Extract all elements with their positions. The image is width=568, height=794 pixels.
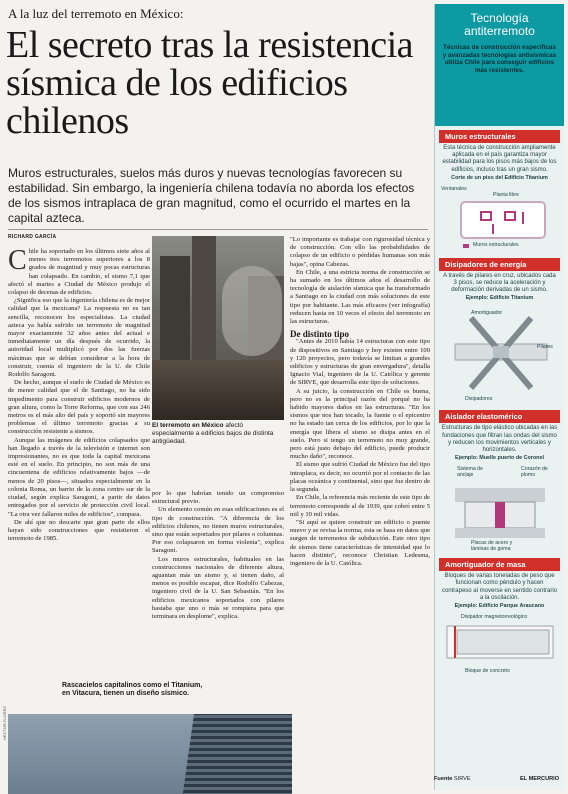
paragraph: Los muros estructurales, habituales en las construcciones nacionales de diferente altura, aguantan más un sismo y, si tienen daño, al menos es posible escapar, dice Rodolfo Cabezas, ingeniero civil de la U. San Sebastián. "En los edificios mexicanos soportados con pilares bastaba que uno o más se rompiera para que terminara en desplome", explica. <box>152 555 284 621</box>
byline-rule <box>8 229 428 230</box>
paragraph: ¿Significa eso que la ingeniería chilena es de mejor calidad que la mexicana? La respuesta no es tan sencilla, reconocen los especialistas. La ciudad azteca ya había sufrido un terremoto de magnitud mayor exactamente 32 años antes del actual e inmediatamente un día después de ocurrido, la autoridad local multiplicó por dos las fuerzas máximas que se debían considerar a la hora de construir, cuenta el ingeniero de la U. de Chile Rodolfo Saragoni. <box>8 297 150 379</box>
source-label: Fuente <box>434 776 453 782</box>
section-text: Esta técnica de construcción ampliamente aplicada en el país garantiza mayor estabilidad para los pisos más bajos de los edificios, incluso tras un gran sismo. <box>442 145 557 173</box>
lede: Muros estructurales, suelos más duros y nuevas tecnologías favorecen su estabilidad. Sin embargo, la ingeniería chilena todavía no aborda los efectos de los sismos intraplaca de gran magnitud, como el ocurrido el martes en la capital azteca. <box>8 166 415 225</box>
byline: RICHARD GARCÍA <box>8 234 57 240</box>
figure-label: Amortiguador <box>471 310 503 317</box>
photo-credit: HECTOR FLORES <box>2 706 7 740</box>
figure-label: Bloque de concreto <box>465 668 510 675</box>
paragraph: "Lo importante es trabajar con rigurosidad técnica y de construcción. Con ello las probabilidades de colapso de un edificio o pérdidas humanas son más bajas", opina Cabezas. <box>290 236 430 268</box>
figure-label: Ventanales <box>441 185 467 192</box>
paragraph: En Chile, la referencia más reciente de este tipo de terremoto corresponde al de 1939, que cobró entre 5 mil y 10 mil vidas. <box>290 494 430 518</box>
section-text: A través de pilares en cruz, ubicados cada 3 pisos, se reduce la aceleración y deformación derivadas de un sismo. <box>443 272 556 294</box>
section-example: Ejemplo: Muelle puerto de Coronel <box>455 455 544 462</box>
paragraph: De hecho, aunque el suelo de Ciudad de México es de menor calidad que el de Santiago, no ha sido impedimento para construir edificios modernos de gran altura, como la Torre Reforma, que con sus 246 metros es el más alto del país y soportó sin mayores problemas el último terremoto gracias a su construcción resistente a sismos. <box>8 379 150 436</box>
source-value: SIRVE <box>453 776 471 782</box>
figure-label: Planta libre <box>493 191 519 198</box>
figure-label: Sistema de anclaje <box>457 466 483 479</box>
figure-label: Placas de acero y láminas de goma <box>471 540 513 553</box>
paragraph: "Antes de 2010 había 14 estructuras con este tipo de dispositivos en Santiago y hoy existen entre 100 y 120 proyectos, pero todavía se limitan a grandes edificios y estructuras de gran envergadura", detalla Ignacio Vial, ingeniero de la U. Católica y gerente de SIRVE, que desarrolla este tipo de soluciones. <box>290 338 430 387</box>
infographic-header <box>435 4 564 126</box>
dissipators-figure <box>441 304 558 406</box>
infographic <box>434 4 564 790</box>
section-example: Ejemplo: Edificio Parque Araucano <box>454 603 545 610</box>
photo-caption <box>152 422 284 446</box>
skyscraper-photo <box>8 714 292 794</box>
paragraph: Un elemento común en esas edificaciones es el tipo de construcción. "A diferencia de los edificios chilenos, no tienen muros estructurales, sino que están soportados por pilares o columnas. Por eso colapsaron en forma violenta", explica Saragoni. <box>152 506 284 555</box>
kicker: A la luz del terremoto en México: <box>8 6 184 21</box>
mass-damper-figure <box>441 612 558 678</box>
paragraph: "Si aquí se quiere construir un edificio o puente nuevo y se revisa la norma, esta se basa en datos que surgen de terremotos de subducción. Este otro tipo de sismos tiene características de intensidad que lo hacen distinto", reconoce Christian Ledesma, ingeniero de la U. Católica. <box>290 518 430 567</box>
figure-label: Corazón de plomo <box>521 466 548 479</box>
elastomeric-isolator-figure <box>441 464 558 554</box>
paragraph: De ahí que no descarte que gran parte de ellos hayan sido construcciones que resistieron el terremoto de 1985. <box>8 518 150 543</box>
first-paragraph <box>8 248 150 297</box>
dropcap: C <box>8 248 27 276</box>
section-text: Bloques de varias toneladas de peso que funcionan como péndulo y hacen contrapeso al moverse en sentido contrario a la oscilación. <box>441 573 558 601</box>
section-heading: Disipadores de energía <box>439 258 560 271</box>
paragraph: Aunque las imágenes de edificios colapsados que han llegado a través de la televisión e internet son impresionantes, no es que toda la capital mexicana esté en el suelo. En principio, no son más de una cincuentena de edificios relativamente bajos —de menos de 20 pisos—, situados especialmente en la colonia Roma, un barrio de la zona centro sur de la ciudad, según explica Saragoni, a partir de datos entregados por el servicio de protección civil local. "La otra vez fallaron miles de edificios", compara. <box>8 436 150 518</box>
section-heading: Aislador elastomérico <box>439 410 560 423</box>
structural-walls-figure <box>441 184 558 254</box>
subhead: De distinto tipo <box>290 329 350 340</box>
section-text: Estructuras de tipo elástico ubicadas en las fundaciones que filtran las ondas del sismo y reducen los movimientos verticales y horizontales. <box>441 425 558 454</box>
photo-caption-text: afectó especialmente a edificios bajos de distinta antigüedad. <box>152 422 274 445</box>
figure-label: Pilares <box>537 344 553 351</box>
section-heading: Muros estructurales <box>439 130 560 143</box>
dissipator-cross-icon <box>441 304 559 406</box>
figure-label: Disipador magnetorreológico <box>461 614 528 621</box>
photo-caption-bold: El terremoto en México <box>152 422 224 429</box>
infographic-description: Técnicas de construcción específicas y avanzadas tecnologías antisísmicas utiliza Chile para conseguir edificios más resistentes. <box>442 44 557 74</box>
infographic-title: Tecnología antiterremoto <box>464 11 535 38</box>
paragraph: por lo que habrían tenido un compromiso estructural previo. <box>152 490 284 506</box>
source-note <box>434 776 471 782</box>
paragraph: En Chile, a una estricta norma de construcción se ha sumado en los últimos años el desarrollo de tecnología de aislación sísmica que ha transformado a Santiago en la ciudad con más soluciones de este tipo por habitante. Las más eficaces (ver infografía) reducen hasta en 10 veces el efecto del terremoto en las estructuras. <box>290 268 430 326</box>
brand: EL MERCURIO <box>520 776 560 782</box>
article-column-1 <box>8 248 150 712</box>
article-column-3 <box>290 236 430 772</box>
section-example: Corte de un piso del Edificio Titanium <box>451 174 548 181</box>
headline: El secreto tras la resistencia sísmica de los edificios chilenos <box>6 24 414 142</box>
figure-label: Muros estructurales <box>473 241 519 248</box>
section-heading: Amortiguador de masa <box>439 558 560 571</box>
paragraph: A su juicio, la construcción en Chile es buena, pero no es la principal razón del porqué no ha habido mayores daños en las estructuras. "En los sismos que nos han tocado, la fuente o el epicentro no ha estado tan cerca de los edificios, por lo que la energía que libera el sismo se disipa antes en el suelo. Pero si tengo un terremoto no muy grande, pero está justo debajo del edificio, puede producir mucho daño", reconoce. <box>290 387 430 461</box>
paragraph: El sismo que sufrió Ciudad de México fue del tipo intraplaca, es decir, no ocurrió por el contacto de las placas oceánica y continental, sino que fue dentro de la segunda. <box>290 461 430 494</box>
section-example: Ejemplo: Edificio Titanium <box>465 295 534 302</box>
skyscraper-caption: Rascacielos capitalinos como el Titanium, en Vitacura, tienen un diseño sísmico. <box>62 682 203 698</box>
first-paragraph-text: hile ha soportado en los últimos siete años al menos tres terremotos superiores a los 8 grados de magnitud y muy pocas estructuras han colapsado. En cambio, el sismo 7,1 que afectó el martes a Ciudad de México produjo el colapso de decenas de edificios. <box>8 248 150 297</box>
earthquake-photo <box>152 236 284 420</box>
figure-label: Disipadores <box>465 396 493 403</box>
